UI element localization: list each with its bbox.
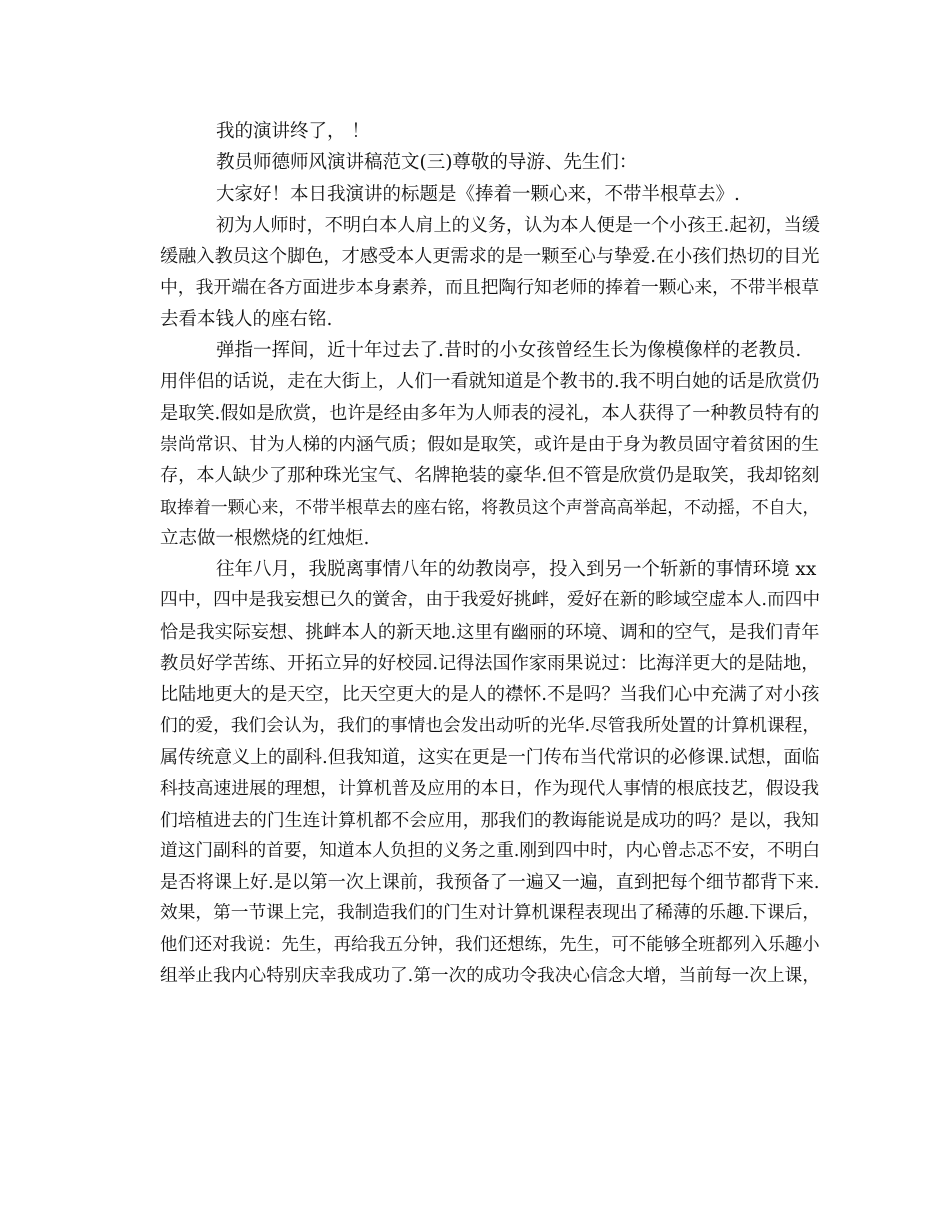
text-line: 缓融入教员这个脚色，才感受本人更需求的是一颗至心与挚爱.在小孩们热切的目光 [160, 246, 820, 268]
text-line: 恰是我实际妄想、挑衅本人的新天地.这里有幽丽的环境、调和的空气，是我们青年 [160, 621, 820, 643]
text-line: 属传统意义上的副科.但我知道，这实在更是一门传布当代常识的必修课.试想，面临 [160, 746, 820, 768]
text-line: 教员好学苦练、开拓立异的好校园.记得法国作家雨果说过：比海洋更大的是陆地， [160, 653, 820, 675]
text-line: 去看本钱人的座右铭. [160, 308, 333, 330]
text-line: 我的演讲终了， ！ [216, 121, 370, 142]
text-line: 立志做一根燃烧的红烛炬. [160, 527, 370, 549]
text-line: 大家好！本日我演讲的标题是《捧着一颗心来，不带半根草去》. [216, 183, 740, 205]
text-line: 科技高速进展的理想，计算机普及应用的本日，作为现代人事情的根底技艺，假设我 [160, 778, 820, 800]
text-line: 教员师德师风演讲稿范文(三)尊敬的导游、先生们： [216, 152, 638, 174]
text-line: 用伴侣的话说，走在大街上，人们一看就知道是个教书的.我不明白她的话是欣赏仍 [160, 371, 820, 393]
text-line: 初为人师时，不明白本人肩上的义务，认为本人便是一个小孩王.起初，当缓 [216, 214, 820, 236]
text-line: 存，本人缺少了那种珠光宝气、名牌艳装的豪华.但不管是欣赏仍是取笑，我却铭刻 [160, 465, 820, 487]
text-line: 是取笑.假如是欣赏，也许是经由多年为人师表的浸礼，本人获得了一种教员特有的 [160, 402, 820, 424]
text-line: 比陆地更大的是天空，比天空更大的是人的襟怀.不是吗？当我们心中充满了对小孩 [160, 684, 820, 706]
text-line: 弹指一挥间，近十年过去了.昔时的小女孩曾经生长为像模像样的老教员. [216, 340, 802, 362]
text-line: 他们还对我说：先生，再给我五分钟，我们还想练，先生，可不能够全班都列入乐趣小 [160, 934, 820, 955]
text-line: 效果，第一节课上完，我制造我们的门生对计算机课程表现出了稀薄的乐趣.下课后， [160, 903, 821, 924]
text-line: 组举止我内心特别庆幸我成功了.第一次的成功令我决心信念大增，当前每一次上课， [160, 966, 821, 987]
text-line: 崇尚常识、甘为人梯的内涵气质；假如是取笑，或许是由于身为教员固守着贫困的生 [160, 433, 820, 455]
text-line: 们培植进去的门生连计算机都不会应用，那我们的教诲能说是成功的吗？是以，我知 [160, 809, 820, 831]
text-line: 是否将课上好.是以第一次上课前，我预备了一遍又一遍，直到把每个细节都背下来. [160, 872, 820, 894]
text-line: 道这门副科的首要，知道本人负担的义务之重.刚到四中时，内心曾忐忑不安，不明白 [160, 840, 821, 861]
text-line: 们的爱，我们会认为，我们的事情也会发出动听的光华.尽管我所处置的计算机课程， [160, 715, 821, 736]
text-line: 取捧着一颗心来，不带半根草去的座右铭，将教员这个声誉高高举起，不动摇，不自大， [160, 496, 820, 517]
text-line: 四中，四中是我妄想已久的黉舍，由于我爱好挑衅，爱好在新的畛域空虚本人.而四中 [160, 590, 821, 611]
text-line: 往年八月，我脱离事情八年的幼教岗亭，投入到另一个斩新的事情环境 xx [216, 559, 817, 581]
document-body [160, 116, 820, 992]
text-line: 中，我开端在各方面进步本身素养，而且把陶行知老师的捧着一颗心来，不带半根草 [160, 277, 820, 299]
